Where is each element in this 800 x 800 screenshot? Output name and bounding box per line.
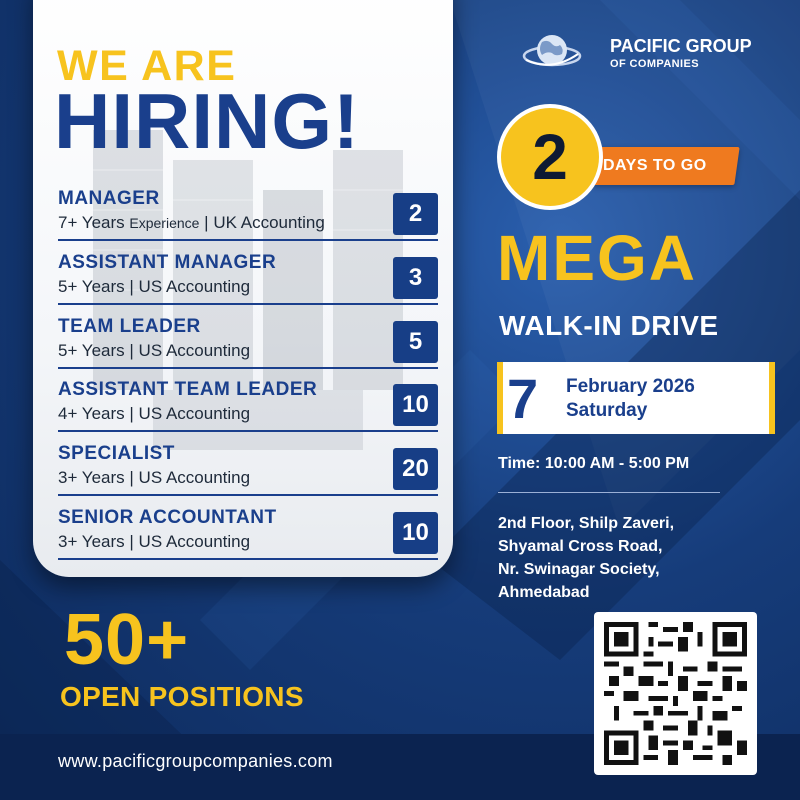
job-title: TEAM LEADER: [58, 316, 201, 337]
website-link[interactable]: www.pacificgroupcompanies.com: [58, 751, 333, 771]
open-positions-label: OPEN POSITIONS: [60, 681, 304, 712]
address-line: 2nd Floor, Shilp Zaveri,: [498, 515, 675, 532]
date-month-year: February 2026: [566, 376, 695, 397]
job-details: [58, 277, 250, 297]
event-subtitle: WALK-IN DRIVE: [499, 310, 719, 341]
job-details: [58, 532, 250, 552]
divider: [498, 492, 720, 493]
job-separator: |: [129, 532, 134, 551]
job-title: ASSISTANT TEAM LEADER: [58, 379, 318, 400]
qr-code-icon[interactable]: [594, 612, 757, 775]
date-details: [566, 375, 695, 423]
row-divider: [58, 430, 438, 432]
date-day-number: 7: [507, 367, 539, 430]
job-openings-count: 5: [393, 321, 438, 363]
job-domain: US Accounting: [138, 341, 251, 360]
row-divider: [58, 239, 438, 241]
job-experience: 5+ Years: [58, 341, 125, 360]
venue-address: [498, 512, 674, 604]
job-row-team-leader: [58, 316, 438, 368]
row-divider: [58, 303, 438, 305]
job-title: MANAGER: [58, 188, 160, 209]
row-divider: [58, 494, 438, 496]
job-separator: |: [204, 213, 209, 232]
job-domain: US Accounting: [138, 277, 251, 296]
countdown-badge: [501, 108, 599, 206]
job-title: ASSISTANT MANAGER: [58, 252, 277, 273]
date-weekday: Saturday: [566, 400, 648, 421]
row-divider: [58, 558, 438, 560]
job-experience: 3+ Years: [58, 468, 125, 487]
job-domain: US Accounting: [138, 468, 251, 487]
job-title: SPECIALIST: [58, 443, 175, 464]
job-experience: 4+ Years: [58, 404, 125, 423]
event-title: MEGA: [497, 222, 697, 294]
countdown-number: 2: [532, 121, 568, 193]
job-row-manager: [58, 188, 438, 240]
job-row-senior-accountant: [58, 507, 438, 559]
job-details: [58, 341, 250, 361]
qr-code-graphic: [604, 622, 747, 765]
job-openings-count: 10: [393, 512, 438, 554]
job-separator: |: [129, 468, 134, 487]
company-subtitle: OF COMPANIES: [610, 58, 699, 70]
job-separator: |: [129, 277, 134, 296]
job-separator: |: [129, 404, 134, 423]
job-details: [58, 468, 250, 488]
job-separator: |: [129, 341, 134, 360]
address-line: Shyamal Cross Road,: [498, 538, 663, 555]
job-row-specialist: [58, 443, 438, 495]
job-row-assistant-team-leader: [58, 379, 438, 431]
job-details: [58, 213, 325, 233]
job-experience: 7+ Years: [58, 213, 125, 232]
job-openings-count: 2: [393, 193, 438, 235]
row-divider: [58, 367, 438, 369]
job-details: [58, 404, 250, 424]
job-title: SENIOR ACCOUNTANT: [58, 507, 277, 528]
job-experience: 5+ Years: [58, 277, 125, 296]
countdown-label: DAYS TO GO: [603, 157, 707, 174]
job-experience-note: Experience: [129, 215, 200, 231]
globe-icon: [522, 30, 582, 74]
job-openings-count: 10: [393, 384, 438, 426]
job-domain: US Accounting: [138, 532, 251, 551]
job-openings-count: 20: [393, 448, 438, 490]
address-line: Nr. Swinagar Society,: [498, 561, 660, 578]
job-domain: US Accounting: [138, 404, 251, 423]
address-line: Ahmedabad: [498, 584, 590, 601]
event-time: Time: 10:00 AM - 5:00 PM: [498, 455, 690, 472]
headline-hiring: HIRING!: [54, 77, 360, 165]
job-openings-count: 3: [393, 257, 438, 299]
job-experience: 3+ Years: [58, 532, 125, 551]
job-row-assistant-manager: [58, 252, 438, 304]
open-positions-count: 50+: [64, 600, 190, 680]
company-name: PACIFIC GROUP: [610, 36, 752, 56]
job-domain: UK Accounting: [213, 213, 325, 232]
headline-we-are: WE ARE: [57, 42, 237, 90]
